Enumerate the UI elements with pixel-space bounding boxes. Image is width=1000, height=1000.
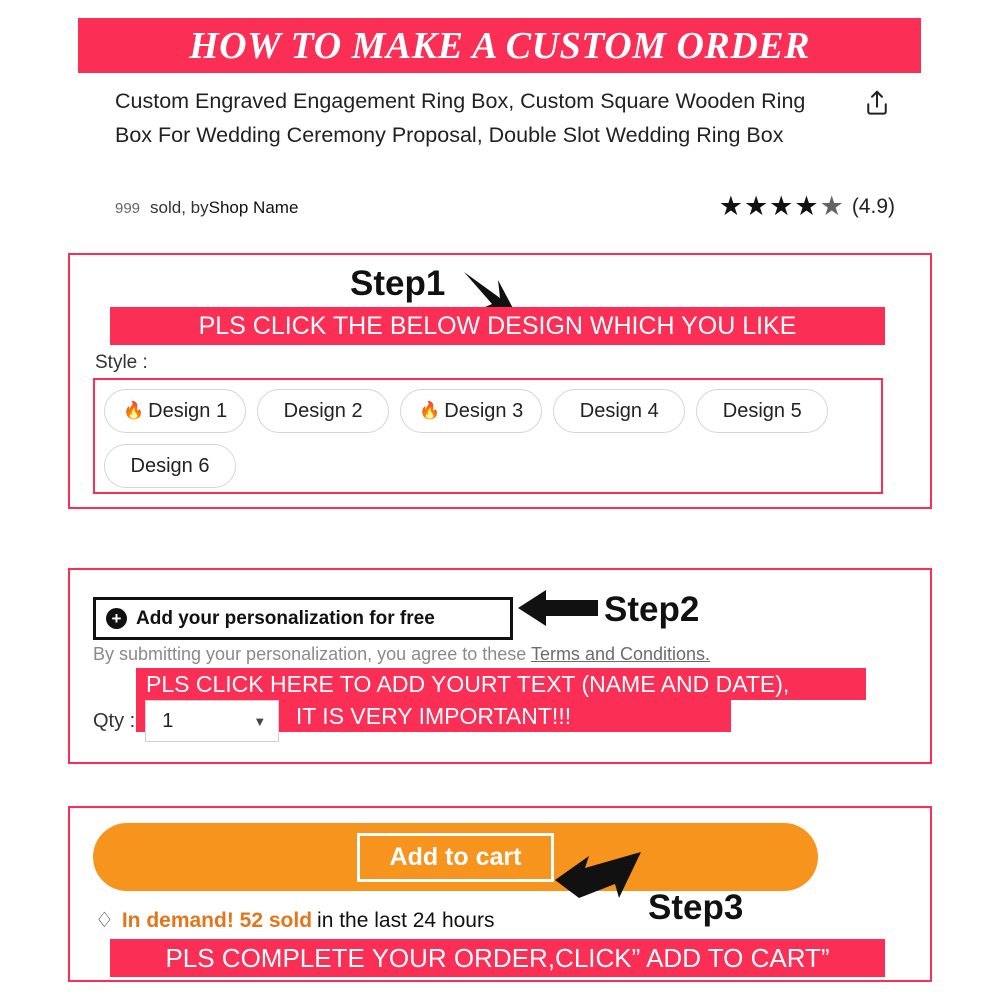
step2-arrow-icon [516, 586, 600, 635]
half-star-icon: ★ [819, 191, 845, 221]
design-chip-5[interactable] [696, 389, 828, 433]
sold-by-label: sold, by [150, 198, 209, 217]
flame-icon: 🔥 [419, 401, 441, 420]
design-chip-3-label: Design 3 [444, 399, 524, 422]
design-chip-5-label: Design 5 [722, 399, 802, 422]
design-chip-list [104, 389, 881, 488]
design-chip-3[interactable] [400, 389, 542, 433]
plus-icon: + [106, 608, 127, 629]
sold-count: 999 [115, 200, 141, 217]
design-chip-2-label: Design 2 [283, 399, 363, 422]
design-chip-4[interactable] [553, 389, 685, 433]
share-icon[interactable] [862, 88, 892, 118]
design-chip-1-label: Design 1 [148, 399, 228, 422]
style-label: Style : [95, 352, 148, 373]
add-personalization-label: Add your personalization for free [136, 607, 435, 629]
quantity-value: 1 [162, 709, 174, 732]
step2-label: Step2 [604, 590, 700, 629]
rating-value: (4.9) [851, 194, 895, 218]
design-chip-6-label: Design 6 [130, 454, 210, 477]
step3-label: Step3 [648, 888, 744, 927]
add-personalization-button[interactable] [93, 597, 513, 640]
design-chip-6[interactable] [104, 444, 236, 488]
design-chip-2[interactable] [257, 389, 389, 433]
add-to-cart-label: Add to cart [357, 833, 555, 882]
sold-row [115, 198, 298, 218]
star-icons: ★★★★ [718, 191, 820, 221]
terms-row [93, 644, 710, 665]
quantity-select[interactable] [145, 700, 279, 742]
rating[interactable] [719, 193, 895, 220]
terms-prefix: By submitting your personalization, you agree to these [93, 644, 531, 664]
in-demand-row [95, 908, 494, 933]
step2-highlight-line2: IT IS VERY IMPORTANT!!! [136, 700, 731, 732]
step3-arrow-icon [553, 846, 645, 909]
in-demand-suffix: in the last 24 hours [317, 908, 495, 932]
banner-title: HOW TO MAKE A CUSTOM ORDER [189, 24, 810, 67]
step2-highlight-line1: PLS CLICK HERE TO ADD YOURT TEXT (NAME AND DATE), [136, 668, 866, 700]
quantity-label: Qty : [93, 709, 136, 732]
terms-and-conditions-link[interactable]: Terms and Conditions. [530, 644, 711, 664]
chevron-down-icon: ▼ [253, 713, 267, 729]
page-title: Custom Engraved Engagement Ring Box, Custom Square Wooden Ring Box For Wedding Ceremony Proposal, Double Slot Wedding Ring Box [115, 89, 806, 147]
design-options-group [93, 378, 883, 494]
design-chip-4-label: Design 4 [579, 399, 659, 422]
design-chip-1[interactable] [104, 389, 246, 433]
demand-flame-icon: ♢ [95, 909, 114, 932]
in-demand-count: In demand! 52 sold [121, 908, 313, 932]
step1-highlight: PLS CLICK THE BELOW DESIGN WHICH YOU LIKE [110, 307, 885, 345]
how-to-banner [78, 18, 921, 73]
step1-label: Step1 [350, 264, 446, 303]
shop-name-link[interactable]: Shop Name [208, 198, 299, 217]
quantity-row [93, 700, 279, 742]
flame-icon: 🔥 [123, 401, 145, 420]
step3-highlight: PLS COMPLETE YOUR ORDER,CLICK” ADD TO CART” [110, 939, 885, 977]
add-to-cart-button[interactable] [93, 823, 818, 891]
